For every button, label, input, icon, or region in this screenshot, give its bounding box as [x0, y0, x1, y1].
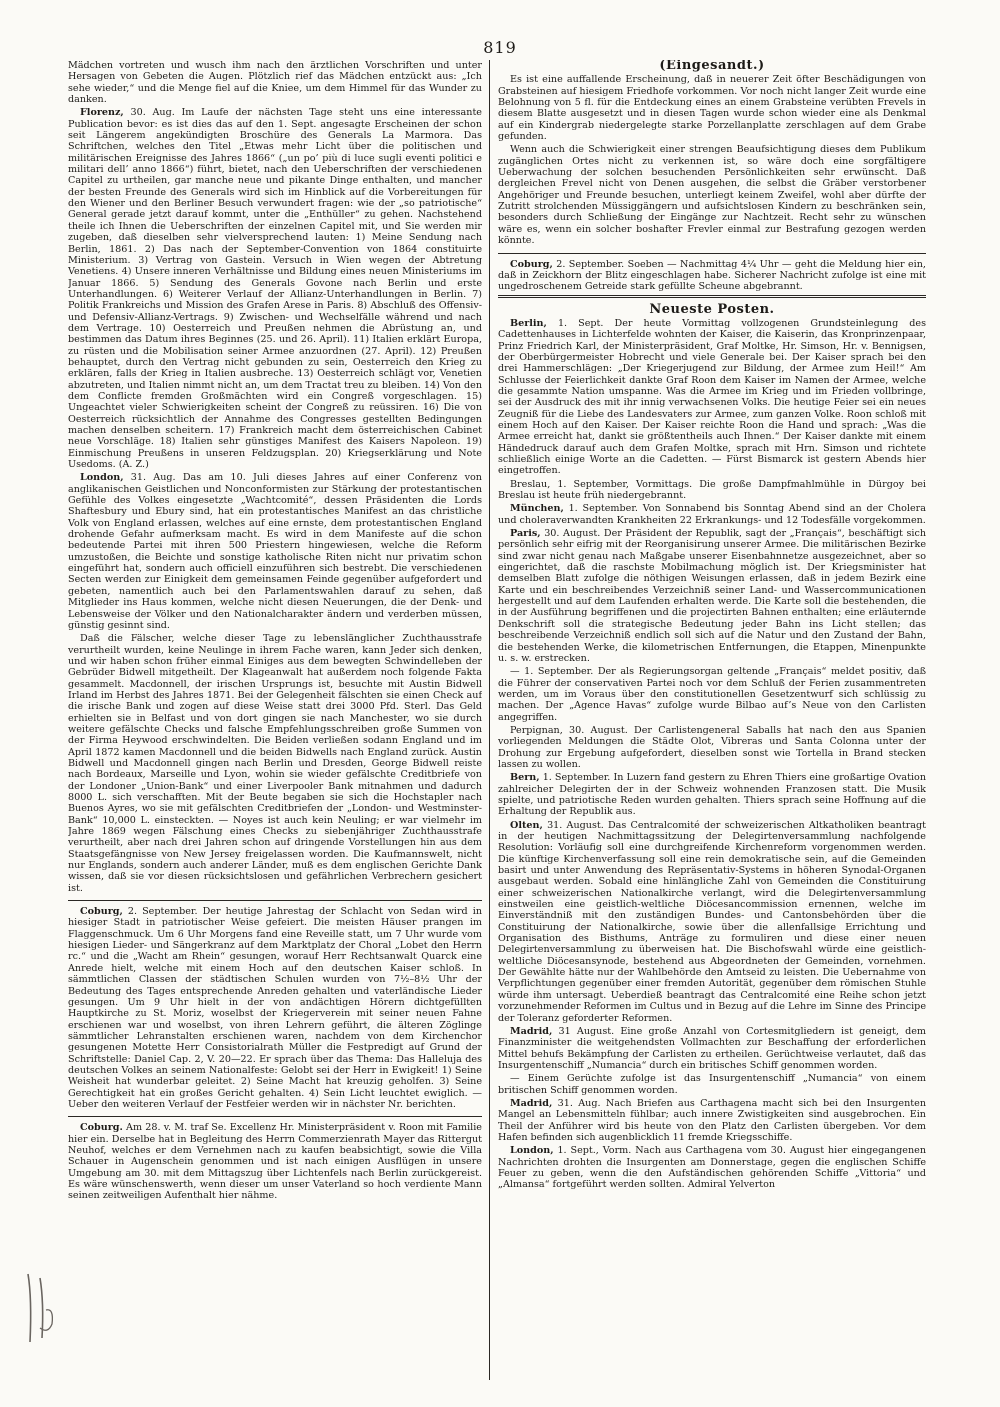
article-london-carthagena: [498, 1145, 926, 1190]
text-paris-2: — 1. September. Der als Regierungsorgan geltende „Français“ meldet positiv, daß die Führer der conservativen Partei noch vor dem Schluß der Ferien zusammentreten werden, um im Voraus über den constitutionellen Gesetzentwurf sich schlüssig zu machen. Der „Agence Havas“ zufolge wurde Bilbao auf’s Neue von den Carlisten angegriffen.: [498, 666, 926, 723]
date-berlin: 1. Sept.: [557, 317, 604, 329]
text-coburg-roon: traf Se. Excellenz Hr. Ministerpräsident v. Roon mit Familie hier ein. Derselbe hat in Begleitung des Herrn Commerzienrath Mayer das Rittergut Neuhof, welches er dem Vernehmen nach zu kaufen beabsichtigt, sowie die Villa Schauer in Augenschein genommen und ist nach einigen Ausflügen in unsere Umgebung am 30. mit dem Mittagszug über Lichtenfels nach Berlin zurückgereist. Es wäre wünschenswerth, wenn dieser um unser Vaterland so hoch verdiente Mann seinen zeitweiligen Aufenthalt hier nähme.: [68, 1122, 482, 1202]
article-madrid: [498, 1026, 926, 1071]
text-london-2: Daß die Fälscher, welche dieser Tage zu lebenslänglicher Zuchthausstrafe verurtheilt wurden, keine Neulinge in ihrem Fache waren, kann Jeder sich denken, und wir haben schon früher einmal Einiges aus dem bewegten Schwindelleben der Gebrüder Bidwell mitgetheilt. Der Klageanwalt hat außerdem noch folgende Fakta gesammelt. Macdonnell, der irischen Ursprungs ist, besuchte mit Austin Bidwell Irland im Herbst des Jahres 1871. Bei der Gelegenheit fälschten sie einen Check auf die irische Bank und zogen auf diese Weise statt drei 3000 Pfd. Sterl. Das Geld erhielten sie in Belfast und von dort gingen sie nach Manchester, wo sie durch weitere gefälschte Checks und falsche Empfehlungsschreiben große Summen von der Firma Heywood erschwindelten. Die Beiden verließen sodann England und im April 1872 kamen Macdonnell und die beiden Bidwells nach England zurück. Austin Bidwell und Macdonnell gingen nach Berlin und Dresden, George Bidwell reiste nach Bordeaux, Marseille und Lyon, wohin sie wieder gefälschte Creditbriefe von der Londoner „Union-Bank“ und einer Liverpooler Bank mitnahmen und dadurch 8000 L. sich verschafften. Mit der Beute begaben sie sich die Hochstapler nach Buenos Ayres, wo sie mit gefälschten Creditbriefen der „London- und Westminster-Bank“ 10,000 L. einsteckten. — Noyes ist auch kein Neuling; er war vielmehr im Jahre 1869 wegen Fälschung eines Checks zu siebenjähriger Zuchthausstrafe verurtheilt, aber nach drei Jahren schon auf dringende Vorstellungen hin aus dem Staatsgefängnisse von New Jersey freigelassen worden. Die Kaufmannswelt, nicht nur Englands, sondern auch anderer Länder, muß es dem englischen Gerichte Dank wissen, daß sie vor diesen rücksichtslosen und gefährlichen Verbrechern gesichert ist.: [68, 633, 482, 894]
text-muenchen: Von Sonnabend bis Sonntag Abend sind an der Cholera und choleraverwandten Krankheiten 22 Erkrankungs- und 12 Todesfälle vorgekommen.: [498, 503, 926, 526]
text-london-carthagena: Nach aus Carthagena vom 30. August hier eingegangenen Nachrichten drohten die Insurgenten am Donnerstage, gegen die englischen Schiffe Feuer zu geben, wenn die den Aufständischen gehörenden Schiffe „Vittoria“ und „Almansa“ fortgeführt werden sollten. Admiral Yelverton: [498, 1145, 926, 1191]
dateline-paris: Paris,: [510, 528, 541, 540]
dateline-madrid: Madrid,: [510, 1025, 553, 1037]
date-coburg: 2. September.: [127, 906, 198, 918]
column-divider: [489, 60, 490, 1380]
intro-paragraph: Mädchen vortreten und wusch ihm nach den ärztlichen Vorschriften und unter Hersagen von Gebeten die Augen. Plötzlich rief das Mädchen entzückt aus: „Ich sehe wieder,“ und die Menge fiel auf die Kniee, um dem Himmel für das Wunder zu danken.: [68, 60, 482, 106]
date-florenz: 30. Aug.: [130, 107, 175, 119]
article-olten: [498, 820, 926, 1024]
article-coburg-blitz: [498, 259, 926, 293]
dateline-madrid-2: Madrid,: [510, 1097, 553, 1109]
text-madrid: Eine große Anzahl von Cortesmitgliedern ist geneigt, dem Finanzminister die weitgehendsten Vollmachten zur Beschaffung der erforderlichen Mittel behufs Bekämpfung der Carlisten zu ertheilen. Gerüchtweise verlautet, daß das Insurgentenschiff „Numancia“ durch ein britisches Schiff genommen worden.: [498, 1025, 926, 1071]
article-coburg-roon: [68, 1122, 482, 1201]
dateline-muenchen: München,: [510, 503, 564, 515]
article-madrid-2: [498, 1098, 926, 1143]
article-berlin: [498, 318, 926, 477]
divider-rule: [68, 900, 482, 901]
eingesandt-paragraph-1: Es ist eine auffallende Erscheinung, daß in neuerer Zeit öfter Beschädigungen von Grabsteinen auf hiesigem Friedhofe vorkommen. Vor noch nicht langer Zeit wurde eine Belohnung von 5 fl. für die Entdeckung eines an einem Grabsteine verübten Frevels in diesem Blatte ausgesetzt und in diesen Tagen wurde schon wieder eine als Denkmal auf ein Kindergrab niedergelegte starke Porzellanplatte zerschlagen auf dem Grabe gefunden.: [498, 74, 926, 143]
article-coburg-sedan: [68, 906, 482, 1110]
date-london: 31. Aug.: [130, 472, 176, 484]
article-florenz: [68, 107, 482, 470]
date-london-2: 1. Sept., Vorm.: [557, 1145, 632, 1157]
dateline-florenz: Florenz,: [80, 107, 124, 119]
text-coburg-blitz: Soeben — Nachmittag 4¼ Uhr — geht die Meldung hier ein, daß in Zeickhorn der Blitz eingeschlagen habe. Sicherer Nachricht zufolge ist eine mit ungedroschenem Getreide stark gefüllte Scheune abgebrannt.: [498, 258, 926, 293]
article-london: [68, 472, 482, 631]
date-madrid-2: 31. Aug.: [557, 1097, 601, 1109]
divider-rule: [68, 1116, 482, 1117]
date-madrid: 31 August.: [558, 1025, 615, 1037]
dateline-london: London,: [80, 472, 124, 484]
dateline-coburg: Coburg,: [80, 906, 123, 918]
dateline-olten: Olten,: [510, 819, 543, 831]
heading-neueste-posten: Neueste Posten.: [649, 301, 775, 317]
date-coburg-2: Am 28. v. M.: [126, 1122, 188, 1134]
text-madrid-carthagena: Nach Briefen aus Carthagena macht sich bei den Insurgenten Mangel an Lebensmitteln fühlbar; auch innere Zwistigkeiten sind ausgebrochen. Ein Theil der Anführer wird bis heute von den Platz den Carlisten übergeben. Vor dem Hafen befinden sich augenblicklich 11 fremde Kriegsschiffe.: [498, 1097, 926, 1143]
dateline-berlin: Berlin,: [510, 317, 547, 329]
handwritten-mark: [18, 1268, 64, 1348]
article-bern: [498, 772, 926, 817]
text-bern: In Luzern fand gestern zu Ehren Thiers eine großartige Ovation zahlreicher Delegirten der in der Schweiz wohnenden Franzosen statt. Die Musik spielte, und patriotische Reden wurden gehalten. Thiers sprach seine Hoffnung auf die Erhaltung der Republik aus.: [498, 772, 926, 818]
dateline-coburg-2: Coburg.: [80, 1122, 123, 1134]
article-perpignan: Perpignan, 30. August. Der Carlistengeneral Saballs hat nach den aus Spanien vorliegenden Meldungen die Städte Olot, Vibreras und Santa Colonna unter der Drohung zur Ergebung aufgefordert, dieselben sonst wie Tortella in Brand stecken lassen zu wollen.: [498, 724, 926, 770]
date-olten: 31. August.: [547, 819, 604, 831]
article-muenchen: [498, 503, 926, 526]
text-berlin: Der heute Vormittag vollzogenen Grundsteinlegung des Cadettenhauses in Lichterfelde wohnten der Kaiser, die Kaiserin, das Kronprinzenpaar, Prinz Friedrich Karl, der Ministerpräsident, Graf Moltke, Hr. Simson, Hr. v. Bennigsen, der Oberbürgermeister Hobrecht und viele Generale bei. Der Kaiser sprach bei den drei Hammerschlägen: „Der Kriegerjugend zur Bildung, der Armee zum Heil!“ Am Schlusse der Feierlichkeit dankte Graf Roon dem Kaiser im Namen der Armee, welche die gesammte Nation umspanne. Was die Armee im Krieg und im Frieden vollbringe, sei der Ausdruck des mit ihr innig verwachsenen Volks. Die heutige Feier sei ein neues Zeugniß für die Liebe des Landesvaters zur Armee, zum ganzen Volke. Roon schloß mit einem Hoch auf den Kaiser. Der Kaiser reichte Roon die Hand und sprach: „Was die Armee erreicht hat, dankt sie größtentheils auch Ihnen.“ Der Kaiser dankte mit einem Händedruck darauf auch dem Grafen Moltke, sprach mit Hrn. Simson und richtete schließlich einige Worte an die Cadetten. — Fürst Bismarck ist gestern Abends hier eingetroffen.: [498, 317, 926, 477]
left-column: [68, 60, 482, 1395]
text-madrid-2: — Einem Gerüchte zufolge ist das Insurgentenschiff „Numancia“ von einem britischen Schiff genommen worden.: [498, 1073, 926, 1096]
dateline-bern: Bern,: [510, 772, 540, 784]
article-paris: [498, 528, 926, 664]
eingesandt-paragraph-2: Wenn auch die Schwierigkeit einer strengen Beaufsichtigung dieses dem Publikum zugänglichen Ortes nicht zu verkennen ist, so wäre doch eine sorgfältigere Ueberwachung der solchen besuchenden Persönlichkeiten sehr erwünscht. Daß dergleichen Frevel nicht von Denen ausgehen, die selbst die Gräber verstorbener Angehöriger und Freunde besuchen, unterliegt keinem Zweifel, wohl aber dürfte der Zutritt strolchenden Müssiggängern und aufsichtslosen Kindern zu beschränken sein, besonders durch Schließung der Eingänge zur Nachtzeit. Recht sehr zu wünschen wäre es, wenn ein solcher boshafter Frevler einmal zur Bestrafung gezogen werden könnte.: [498, 144, 926, 247]
article-breslau: Breslau, 1. September, Vormittags. Die große Dampfmahlmühle in Dürgoy bei Breslau ist heute früh niedergebrannt.: [498, 478, 926, 502]
date-muenchen: 1. September.: [568, 503, 638, 515]
right-column: [498, 60, 926, 1395]
text-olten: Das Centralcomité der schweizerischen Altkatholiken beantragt in der heutigen Nachmittagssitzung der Delegirtenversammlung nachfolgende Resolution: Vorläufig soll eine durchgreifende Kirchenreform vorgenommen werden. Die künftige Kirchenverfassung soll eine rein demokratische sein, auf die Gemeinden basirt und unter Anwendung des Repräsentativ-Systems in höheren Synodal-Organen ausgebaut werden. Sobald eine hinlängliche Zahl von Gemeinden die Constituirung einer schweizerischen Nationalkirche verlangt, wird die Delegirtenversammlung einstweilen eine geistlich-weltliche Diöcesancommission ernennen, welche im Einverständniß mit den zuständigen Bundes- und Cantonsbehörden über die Constituirung der Nationalkirche, sowie über die allenfallsige Errichtung und Organisation des Bisthums, Anträge zu formuliren und diese einer neuen Delegirtenversammlung zu überweisen hat. Die Bischofswahl würde eine geistlich-weltliche Diöcesansynode, bestehend aus Abgeordneten der Gemeinden, vornehmen. Der Gewählte hätte nur der Wahlbehörde den Amtseid zu leisten. Die Uebernahme von Verpflichtungen gegenüber einer fremden Autorität, gegenüber dem römischen Stuhle würde ihm untersagt. Ueberdieß beantragt das Centralcomité eine Reihe schon jetzt vorzunehmender Reformen im Cultus und in Bezug auf die Lehre im Sinne des Principe der Toleranz geforderter Reformen.: [498, 819, 926, 1024]
text-paris: Der Präsident der Republik, sagt der „Français“, beschäftigt sich persönlich sehr eifrig mit der Reorganisirung unserer Armee. Die militärischen Bezirke sind zwar nicht genau nach Maßgabe unserer Eisenbahnnetze ausgezeichnet, aber so eingerichtet, daß die raschste Mobilmachung möglich ist. Der Kriegsminister hat demselben Blatt zufolge die nöthigen Weisungen erlassen, daß in jedem Bezirk eine Karte und ein beschreibendes Verzeichniß seiner Land- und Wassercommunicationen hergestellt und auf dem Laufenden erhalten werde. Die Karte soll die bestehenden, die in der Ausführung begriffenen und die projectirten Bahnen enthalten; eine erläuternde Denkschrift soll die strategische Bedeutung jeder Bahn ins Licht stellen; das beschreibende Verzeichniß endlich soll sich auf die Natur und den Zustand der Bahn, die bestehenden Werke, die kilometrischen Entfernungen, die Etappen, Minenpunkte u. s. w. erstrecken.: [498, 528, 926, 664]
text-florenz: Im Laufe der nächsten Tage steht uns eine interessante Publication bevor: es ist dies das auf den 1. Sept. angesagte Erscheinen der schon seit Längerem angekündigten Broschüre des Generals La Marmora. Das Schriftchen, welches den Titel „Etwas mehr Licht über die politischen und militärischen Ereignisse des Jahres 1866“ („un po’ più di luce sugli eventi politici e militari dell’ anno 1866“) führt, bietet, nach den Ueberschriften der verschiedenen Capitel zu urtheilen, gar manche neue und pikante Dinge enthalten, und mancher der besten Freunde des Generals wird sich im Hinblick auf die Vorbereitungen für den Wiener und den Berliner Besuch verwundert fragen: wie der „so patriotische“ General gerade jetzt darauf kommt, unter die „Enthüller“ zu gehen. Nachstehend theile ich Ihnen die Ueberschriften der einzelnen Capitel mit, und Sie werden mir zugeben, daß dieselben sehr vielversprechend lauten: 1) Meine Sendung nach Berlin, 1861. 2) Das nach der September-Convention von 1864 constituirte Ministerium. 3) Vertrag von Gastein. Versuch in Wien wegen der Abtretung Venetiens. 4) Unsere inneren Verhältnisse und Bildung eines neuen Ministeriums im Januar 1866. 5) Sendung des Generals Govone nach Berlin und erste Unterhandlungen. 6) Weiterer Verlauf der Allianz-Unterhandlungen in Berlin. 7) Politik Frankreichs und Mission des Grafen Arese in Paris. 8) Abschluß des Offensiv- und Defensiv-Allianz-Vertrags. 9) Zwischen- und Wechselfälle während und nach dem Vertrage. 10) Oesterreich und Preußen nehmen die Abrüstung an, und bestimmen das Datum ihres Beginnes (25. und 26. April). 11) Italien erklärt Europa, zu rüsten und die Mobilisation seiner Armee anzuordnen (27. April). 12) Preußen behauptet, durch den Vertrag nicht gebunden zu sein, Oesterreich den Krieg zu erklären, falls der Krieg in Italien ausbreche. 13) Oesterreich schlägt vor, Venetien abzutreten, und Italien nimmt nicht an, um dem Tractat treu zu bleiben. 14) Von den dem Conflicte fremden Großmächten wird ein Congreß vorgeschlagen. 15) Ungeachtet vieler Schwierigkeiten scheint der Congreß zu reüssiren. 16) Die von Oesterreich rücksichtlich der Annahme des Congresses gestellten Bedingungen machen denselben scheitern. 17) Frankreich macht dem österreichischen Cabinet neue Vorschläge. 18) Italien sehr günstiges Manifest des Kaisers Napoleon. 19) Einmischung Preußens in unseren Feldzugsplan. 20) Kriegserklärung und Note Usedoms.: [68, 107, 482, 471]
double-rule: [498, 297, 926, 298]
date-paris: 30. August.: [544, 528, 601, 540]
dateline-coburg-3: Coburg,: [510, 258, 553, 270]
page-number: 819: [483, 38, 517, 57]
dateline-london-2: London,: [510, 1145, 554, 1157]
divider-rule: [498, 253, 926, 254]
text-london-1: Das am 10. Juli dieses Jahres auf einer Conferenz von anglikanischen Geistlichen und Nonconformisten zur Stärkung der protestantischen Gefühle des Volkes eingesetzte „Wachtcomité“, dessen Präsidenten die Lords Shaftesbury und Ebury sind, hat ein protestantisches Manifest an das christliche Volk von England erlassen, welches auf eine ernste, dem protestantischen England drohende Gefahr aufmerksam macht. Es wird in dem Manifeste auf die schon bedeutende Partei mit ihren 500 Priestern hingewiesen, welche die Reform umzustoßen, die Beichte und sonstige katholische Riten nicht nur privatim schon eingeführt hat, sondern auch officiell einzuführen sich bestrebt. Die verschiedenen Secten werden zur Einigkeit dem gemeinsamen Feinde gegenüber aufgefordert und gebeten, namentlich auch bei den Parlamentswahlen darauf zu sehen, daß Mitglieder ins Haus kommen, welche nicht diesen Neuerungen, die der Denk- und Lebensweise der Völker und den Nationalcharakter ändern und verderben müssen, günstig gesinnt sind.: [68, 472, 482, 631]
signature-florenz: (A. Z.): [118, 459, 149, 471]
double-rule: [498, 295, 926, 296]
heading-eingesandt: (Eingesandt.): [659, 60, 765, 73]
date-coburg-3: 2. September.: [556, 258, 625, 270]
text-coburg-sedan: Der heutige Jahrestag der Schlacht von Sedan wird in hiesiger Stadt in patriotischer Weise gefeiert. Die meisten Häuser prangen im Flaggenschmuck. Um 6 Uhr Morgens fand eine Reveille statt, um 7 Uhr wurde vom hiesigen Lieder- und Sängerkranz auf dem Marktplatz der Choral „Lobet den Herrn rc.“ und die „Wacht am Rhein“ gesungen, worauf Herr Rechtsanwalt Quarck eine Anrede hielt, welche mit einem Hoch auf den deutschen Kaiser schloß. In sämmtlichen Classen der städtischen Schulen wurden von 7½–8½ Uhr der Bedeutung des Tages entsprechende Anreden gehalten und vaterländische Lieder gesungen. Um 9 Uhr hielt in der von andächtigen Hörern dichtgefüllten Hauptkirche zu St. Moriz, woselbst der Kriegerverein mit seiner neuen Fahne erschienen war und woselbst, von ihren Lehrern geführt, die älteren Zöglinge sämmtlicher Lehranstalten erschienen waren, nachdem von dem Kirchenchor gesungenen Motette Herr Consistorialrath Müller die Festpredigt auf Grund der Schriftstelle: Daniel Cap. 2, V. 20—22. Er sprach über das Thema: Das Halleluja des deutschen Volkes an seinem Nationalfeste: Gelobt sei der Herr in Ewigkeit! 1) Seine Weisheit hat wunderbar geleitet. 2) Seine Macht hat kreuzig geholfen. 3) Seine Gerechtigkeit hat ein großes Gericht gehalten. 4) Sein Licht leuchtet ewiglich. — Ueber den weiteren Verlauf der Festfeier werden wir in nächster Nr. berichten.: [68, 906, 482, 1110]
date-bern: 1. September.: [542, 772, 611, 784]
